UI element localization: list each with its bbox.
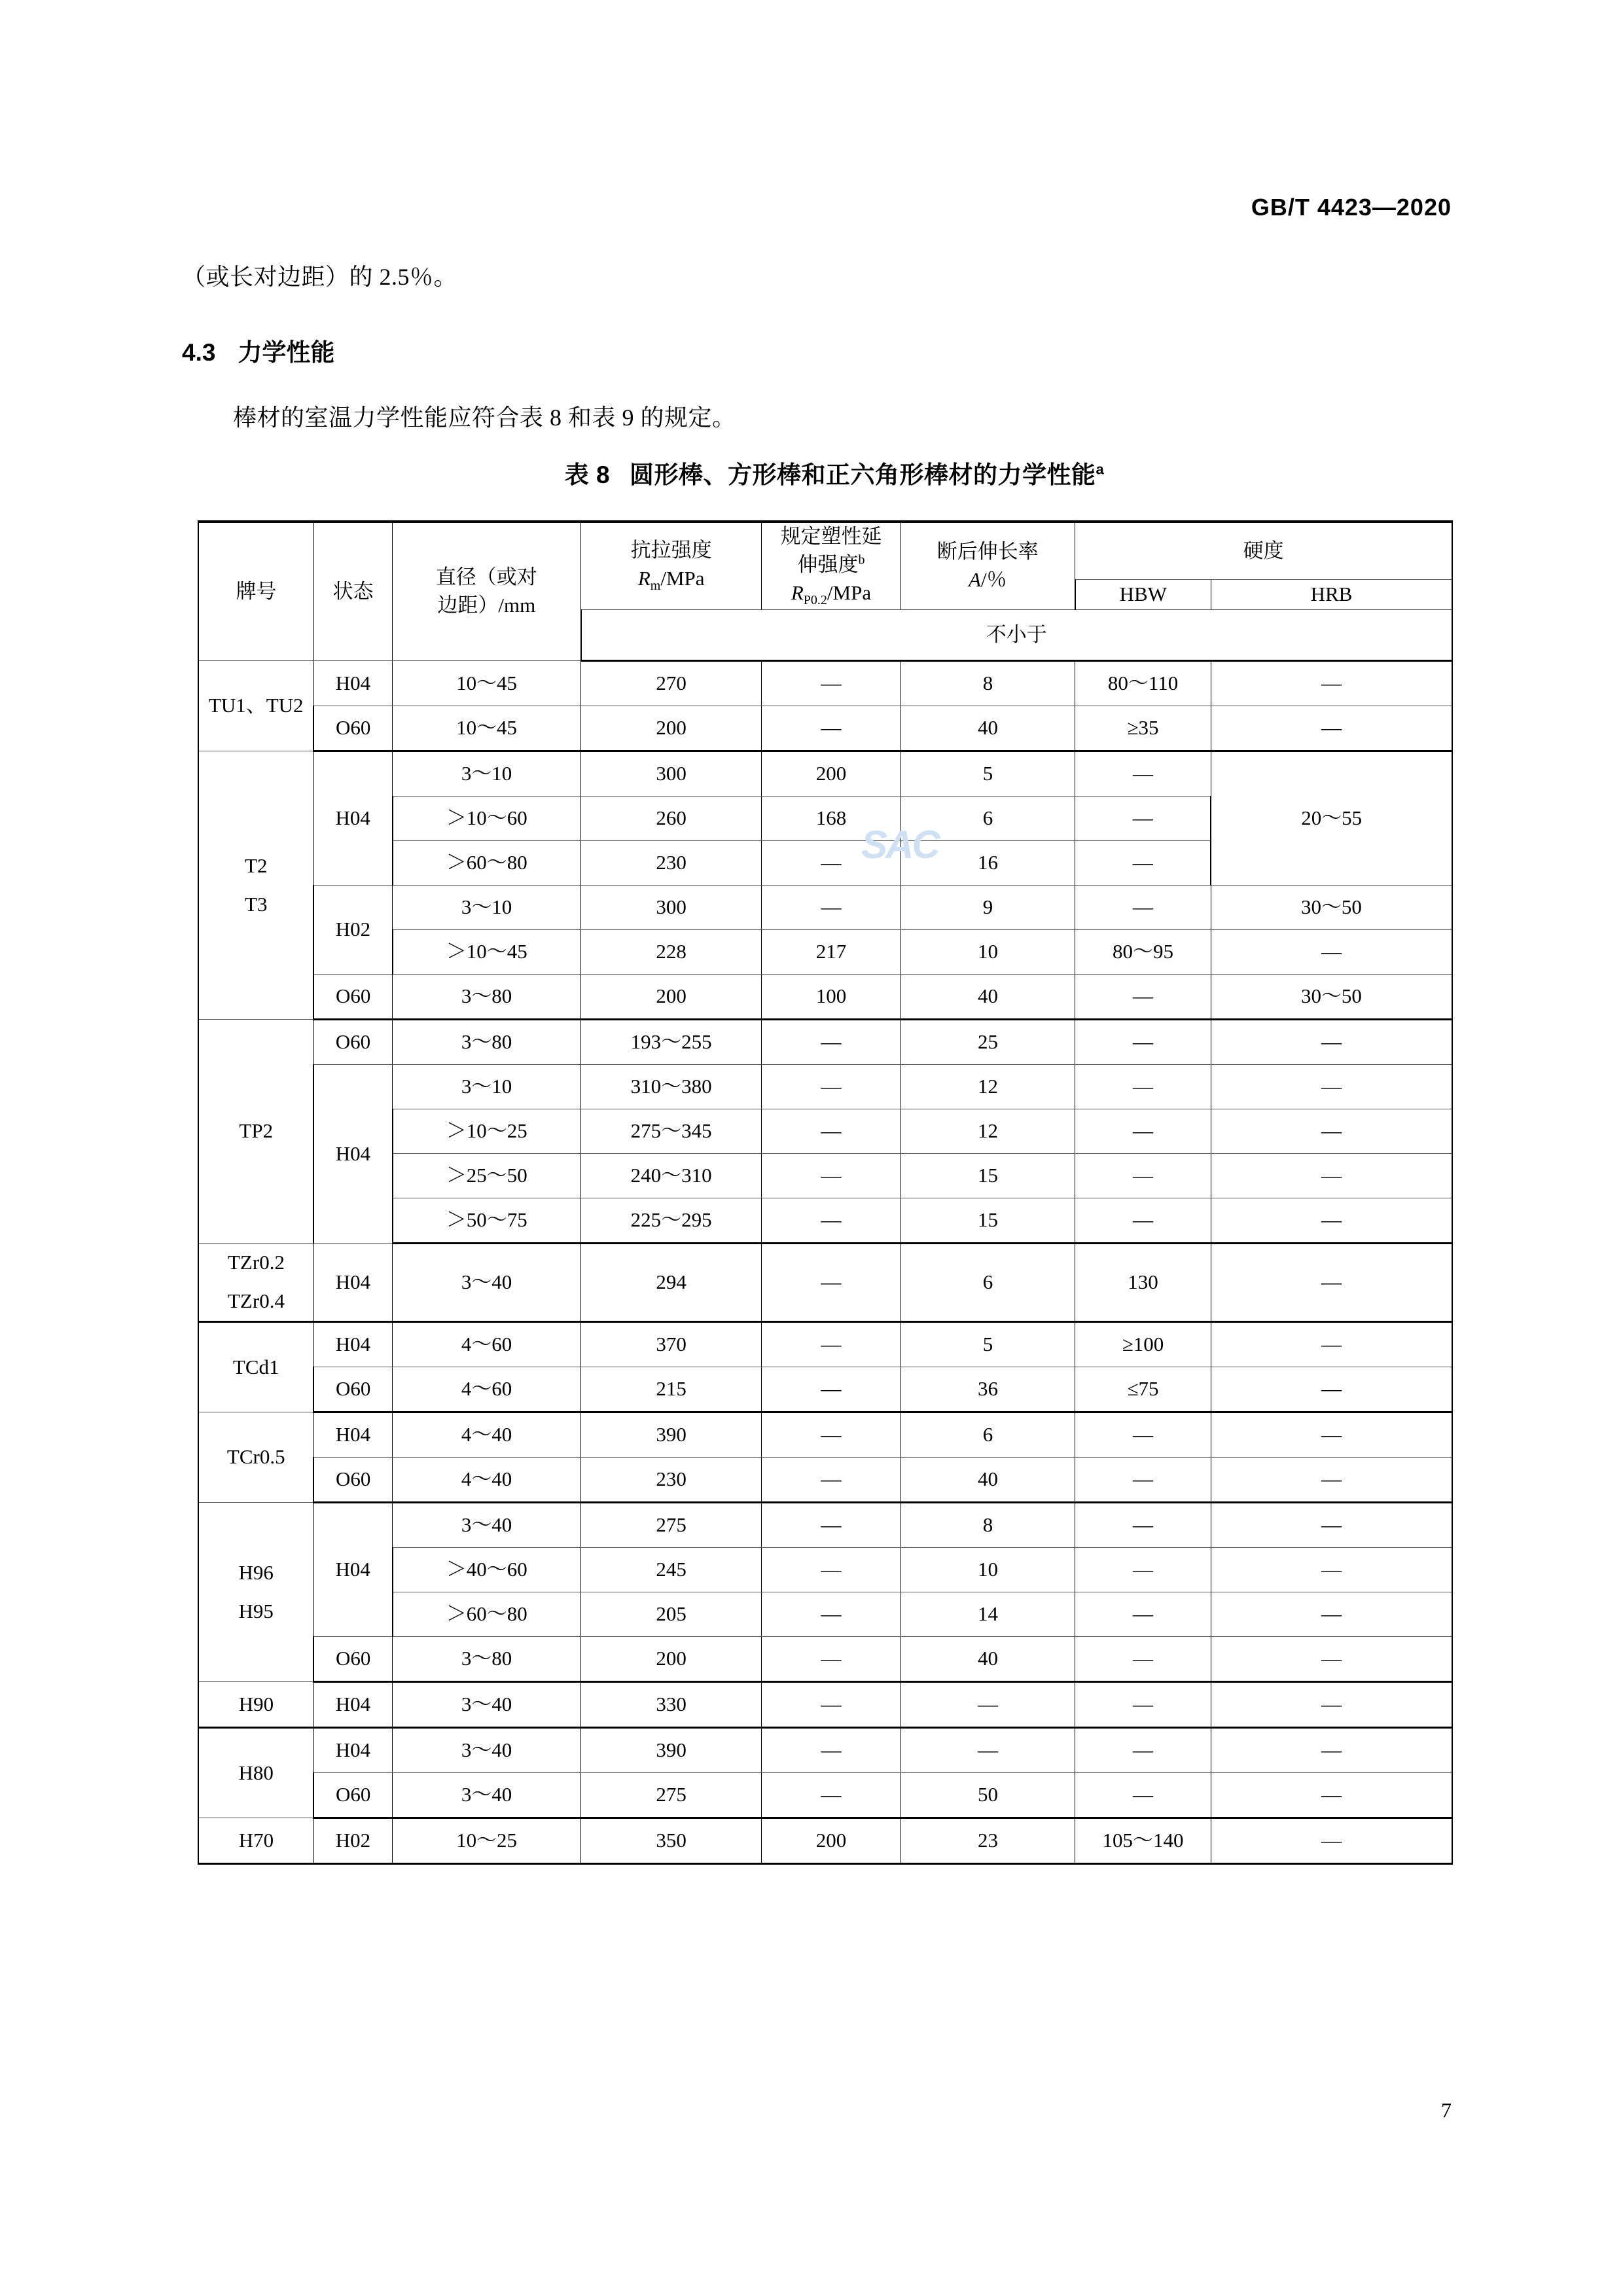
cell-state: O60 <box>313 1367 392 1412</box>
clause-heading <box>182 332 334 368</box>
cell-tensile-strength: 350 <box>581 1818 762 1864</box>
cell-diameter: 4～60 <box>393 1322 581 1367</box>
cell-hbw: — <box>1075 751 1211 797</box>
cell-elongation: 15 <box>901 1198 1075 1244</box>
clause-title: 力学性能 <box>238 339 335 366</box>
cell-hbw: — <box>1075 1020 1211 1065</box>
cell-hbw: — <box>1075 1592 1211 1637</box>
cell-elongation: 36 <box>901 1367 1075 1412</box>
th-elong-line1: 断后伸长率 <box>936 540 1039 564</box>
table-row <box>198 1818 1452 1864</box>
clause-number: 4.3 <box>182 339 216 366</box>
cell-hrb: — <box>1211 1198 1452 1244</box>
cell-diameter: 3～40 <box>393 1728 581 1773</box>
cell-state: O60 <box>313 1020 392 1065</box>
cell-tensile-strength: 230 <box>581 1458 762 1503</box>
cell-tensile-strength: 225～295 <box>581 1198 762 1244</box>
table-header <box>198 522 1452 661</box>
cell-hbw: 80～95 <box>1075 930 1211 975</box>
cell-tensile-strength: 245 <box>581 1548 762 1592</box>
cell-diameter: 3～80 <box>393 1637 581 1682</box>
cell-hbw: — <box>1075 1458 1211 1503</box>
cell-hbw: — <box>1075 1503 1211 1548</box>
cell-hbw: — <box>1075 797 1211 841</box>
th-hbw: HBW <box>1075 580 1211 610</box>
th-hardness: 硬度 <box>1075 522 1452 580</box>
cell-hrb: — <box>1211 661 1452 706</box>
cell-elongation: 23 <box>901 1818 1075 1864</box>
cell-hbw: — <box>1075 1637 1211 1682</box>
th-tensile-subscript: m <box>650 579 661 594</box>
cell-elongation: 9 <box>901 886 1075 930</box>
cell-hrb: — <box>1211 1244 1452 1322</box>
cell-hrb: — <box>1211 1412 1452 1458</box>
cell-yield-strength: — <box>762 1154 901 1198</box>
cell-yield-strength: — <box>762 1773 901 1818</box>
cell-elongation: 12 <box>901 1109 1075 1154</box>
table-row <box>198 1367 1452 1412</box>
cell-yield-strength: — <box>762 661 901 706</box>
cell-yield-strength: 217 <box>762 930 901 975</box>
cell-hrb: — <box>1211 1637 1452 1682</box>
cell-grade: TZr0.2 TZr0.4 <box>198 1244 313 1322</box>
cell-state: H04 <box>313 1065 392 1244</box>
cell-tensile-strength: 205 <box>581 1592 762 1637</box>
cell-state: O60 <box>313 1637 392 1682</box>
cell-hrb: — <box>1211 1065 1452 1109</box>
cell-hbw: 130 <box>1075 1244 1211 1322</box>
cell-tensile-strength: 260 <box>581 797 762 841</box>
cell-diameter: 3～40 <box>393 1682 581 1728</box>
th-tensile-strength <box>581 522 762 610</box>
cell-yield-strength: — <box>762 1198 901 1244</box>
cell-hbw: — <box>1075 1109 1211 1154</box>
cell-hrb: 30～50 <box>1211 886 1452 930</box>
cell-tensile-strength: 275～345 <box>581 1109 762 1154</box>
th-tensile-line1: 抗拉强度 <box>630 539 712 562</box>
cell-tensile-strength: 370 <box>581 1322 762 1367</box>
cell-diameter: ＞40～60 <box>393 1548 581 1592</box>
table-row <box>198 661 1452 706</box>
cell-diameter: 10～45 <box>393 661 581 706</box>
cell-yield-strength: — <box>762 1637 901 1682</box>
th-yield-line2 <box>762 551 900 579</box>
cell-diameter: ＞60～80 <box>393 841 581 886</box>
cell-tensile-strength: 230 <box>581 841 762 886</box>
cell-elongation: 5 <box>901 1322 1075 1367</box>
table-row <box>198 1637 1452 1682</box>
cell-elongation: 40 <box>901 1637 1075 1682</box>
cell-state: H02 <box>313 886 392 975</box>
cell-diameter: 3～80 <box>393 1020 581 1065</box>
cell-hbw: — <box>1075 1728 1211 1773</box>
cell-diameter: 10～25 <box>393 1818 581 1864</box>
cell-state: H04 <box>313 661 392 706</box>
cell-grade: T2 T3 <box>198 751 313 1020</box>
table-body <box>198 661 1452 1864</box>
th-diameter-line2: 边距）/mm <box>437 594 536 617</box>
table-row <box>198 1773 1452 1818</box>
th-elong-line2 <box>901 566 1075 594</box>
cell-yield-strength: — <box>762 841 901 886</box>
cell-tensile-strength: 300 <box>581 886 762 930</box>
cell-yield-strength: — <box>762 1682 901 1728</box>
cell-hbw: ≥35 <box>1075 706 1211 751</box>
cell-state: H04 <box>313 1412 392 1458</box>
cell-hbw: — <box>1075 1065 1211 1109</box>
cell-state: H02 <box>313 1818 392 1864</box>
cell-hbw: ≥100 <box>1075 1322 1211 1367</box>
th-yield-symbol: R <box>791 581 804 604</box>
th-not-less-than: 不小于 <box>581 610 1452 661</box>
mechanical-properties-table <box>198 520 1453 1865</box>
cell-elongation: 6 <box>901 1412 1075 1458</box>
th-elongation <box>901 522 1075 610</box>
table-row <box>198 975 1452 1020</box>
cell-tensile-strength: 215 <box>581 1367 762 1412</box>
cell-hrb: 20～55 <box>1211 751 1452 886</box>
cell-yield-strength: — <box>762 1548 901 1592</box>
cell-hrb: — <box>1211 930 1452 975</box>
cell-yield-strength: — <box>762 1503 901 1548</box>
cell-hbw: 80～110 <box>1075 661 1211 706</box>
cell-grade: TCd1 <box>198 1322 313 1412</box>
cell-yield-strength: — <box>762 1065 901 1109</box>
table-caption <box>23 455 1623 490</box>
cell-elongation: 6 <box>901 797 1075 841</box>
th-diameter-line1: 直径（或对 <box>435 565 537 589</box>
cell-hbw: — <box>1075 975 1211 1020</box>
cell-hrb: — <box>1211 1109 1452 1154</box>
clause-paragraph: 棒材的室温力学性能应符合表 8 和表 9 的规定。 <box>233 404 736 431</box>
cell-tensile-strength: 310～380 <box>581 1065 762 1109</box>
cell-elongation: 10 <box>901 1548 1075 1592</box>
cell-diameter: ＞60～80 <box>393 1592 581 1637</box>
table-row <box>198 1458 1452 1503</box>
th-tensile-line2 <box>581 565 761 596</box>
cell-yield-strength: — <box>762 1020 901 1065</box>
cell-tensile-strength: 200 <box>581 975 762 1020</box>
sac-watermark: SAC <box>861 823 938 867</box>
cell-diameter: 10～45 <box>393 706 581 751</box>
cell-tensile-strength: 390 <box>581 1728 762 1773</box>
table-row <box>198 1412 1452 1458</box>
th-grade: 牌号 <box>198 522 313 661</box>
mechanical-properties-table-wrapper <box>198 520 1453 1865</box>
cell-hrb: — <box>1211 1818 1452 1864</box>
cell-yield-strength: — <box>762 1322 901 1367</box>
cell-elongation: 6 <box>901 1244 1075 1322</box>
cell-grade: H80 <box>198 1728 313 1818</box>
cell-state: H04 <box>313 1503 392 1637</box>
cell-grade: H90 <box>198 1682 313 1728</box>
cell-grade: TP2 <box>198 1020 313 1244</box>
cell-elongation: 50 <box>901 1773 1075 1818</box>
cell-hrb: — <box>1211 1503 1452 1548</box>
cell-state: H04 <box>313 1244 392 1322</box>
cell-yield-strength: — <box>762 1109 901 1154</box>
cell-tensile-strength: 390 <box>581 1412 762 1458</box>
cell-hrb: — <box>1211 1592 1452 1637</box>
cell-hrb: — <box>1211 706 1452 751</box>
cell-elongation: 10 <box>901 930 1075 975</box>
table-row <box>198 1503 1452 1548</box>
th-yield-strength <box>762 522 901 610</box>
cell-diameter: 4～40 <box>393 1458 581 1503</box>
cell-tensile-strength: 300 <box>581 751 762 797</box>
table-row <box>198 1682 1452 1728</box>
table-label: 表 8 <box>564 461 611 488</box>
table-row <box>198 751 1452 797</box>
table-row <box>198 706 1452 751</box>
cell-hbw: ≤75 <box>1075 1367 1211 1412</box>
header-row-1 <box>198 522 1452 580</box>
cell-grade: H96 H95 <box>198 1503 313 1682</box>
th-yield-subscript: P0.2 <box>803 592 827 607</box>
cell-diameter: ＞10～60 <box>393 797 581 841</box>
cell-hbw: 105～140 <box>1075 1818 1211 1864</box>
running-header-standard-id: GB/T 4423—2020 <box>1251 194 1452 221</box>
cell-state: O60 <box>313 1458 392 1503</box>
cell-elongation: 40 <box>901 706 1075 751</box>
cell-tensile-strength: 330 <box>581 1682 762 1728</box>
cell-tensile-strength: 200 <box>581 1637 762 1682</box>
cell-hbw: — <box>1075 1548 1211 1592</box>
th-tensile-unit: /MPa <box>660 567 705 590</box>
cell-hrb: — <box>1211 1682 1452 1728</box>
cell-state: H04 <box>313 1728 392 1773</box>
cell-tensile-strength: 193～255 <box>581 1020 762 1065</box>
cell-grade: H70 <box>198 1818 313 1864</box>
cell-grade: TCr0.5 <box>198 1412 313 1503</box>
cell-yield-strength: — <box>762 1728 901 1773</box>
cell-diameter: 3～10 <box>393 751 581 797</box>
cell-elongation: 25 <box>901 1020 1075 1065</box>
cell-diameter: ＞10～25 <box>393 1109 581 1154</box>
cell-yield-strength: — <box>762 1592 901 1637</box>
table-caption-text: 圆形棒、方形棒和正六角形棒材的力学性能 <box>630 461 1096 488</box>
cell-elongation: — <box>901 1682 1075 1728</box>
cell-tensile-strength: 240～310 <box>581 1154 762 1198</box>
cell-hrb: — <box>1211 1154 1452 1198</box>
cell-diameter: 4～40 <box>393 1412 581 1458</box>
table-row <box>198 1020 1452 1065</box>
cell-yield-strength: — <box>762 886 901 930</box>
cell-yield-strength: — <box>762 1412 901 1458</box>
cell-yield-strength: — <box>762 1367 901 1412</box>
cell-hbw: — <box>1075 1682 1211 1728</box>
cell-hrb: — <box>1211 1548 1452 1592</box>
cell-tensile-strength: 228 <box>581 930 762 975</box>
table-row <box>198 1244 1452 1322</box>
cell-elongation: 8 <box>901 1503 1075 1548</box>
cell-hrb: — <box>1211 1728 1452 1773</box>
cell-yield-strength: 168 <box>762 797 901 841</box>
continued-paragraph: （或长对边距）的 2.5％。 <box>182 264 458 290</box>
cell-grade: TU1、TU2 <box>198 661 313 751</box>
cell-hrb: — <box>1211 1322 1452 1367</box>
cell-yield-strength: 100 <box>762 975 901 1020</box>
cell-yield-strength: 200 <box>762 751 901 797</box>
th-yield-line2-text: 伸强度 <box>797 552 859 576</box>
cell-state: O60 <box>313 706 392 751</box>
cell-yield-strength: 200 <box>762 1818 901 1864</box>
th-yield-footnote-marker: b <box>858 552 865 567</box>
cell-diameter: 3～40 <box>393 1244 581 1322</box>
cell-tensile-strength: 275 <box>581 1773 762 1818</box>
cell-diameter: ＞25～50 <box>393 1154 581 1198</box>
cell-yield-strength: — <box>762 706 901 751</box>
cell-elongation: 40 <box>901 1458 1075 1503</box>
cell-tensile-strength: 200 <box>581 706 762 751</box>
cell-state: H04 <box>313 1322 392 1367</box>
cell-tensile-strength: 294 <box>581 1244 762 1322</box>
page-number: 7 <box>1441 2098 1452 2122</box>
table-row <box>198 1065 1452 1109</box>
cell-diameter: ＞10～45 <box>393 930 581 975</box>
cell-diameter: 3～80 <box>393 975 581 1020</box>
cell-hrb: — <box>1211 1458 1452 1503</box>
table-row <box>198 886 1452 930</box>
cell-diameter: ＞50～75 <box>393 1198 581 1244</box>
cell-diameter: 3～10 <box>393 886 581 930</box>
cell-state: H04 <box>313 751 392 886</box>
cell-hbw: — <box>1075 1154 1211 1198</box>
th-hrb: HRB <box>1211 580 1452 610</box>
cell-elongation: 15 <box>901 1154 1075 1198</box>
cell-diameter: 3～10 <box>393 1065 581 1109</box>
cell-hrb: 30～50 <box>1211 975 1452 1020</box>
cell-diameter: 3～40 <box>393 1503 581 1548</box>
cell-yield-strength: — <box>762 1244 901 1322</box>
table-row <box>198 1322 1452 1367</box>
cell-elongation: 40 <box>901 975 1075 1020</box>
cell-hbw: — <box>1075 1412 1211 1458</box>
cell-diameter: 4～60 <box>393 1367 581 1412</box>
cell-elongation: 8 <box>901 661 1075 706</box>
cell-yield-strength: — <box>762 1458 901 1503</box>
th-diameter <box>393 522 581 661</box>
cell-hrb: — <box>1211 1020 1452 1065</box>
th-yield-unit: /MPa <box>827 581 872 604</box>
cell-hbw: — <box>1075 841 1211 886</box>
th-yield-line3 <box>762 579 900 610</box>
cell-state: O60 <box>313 975 392 1020</box>
cell-state: O60 <box>313 1773 392 1818</box>
cell-hbw: — <box>1075 1198 1211 1244</box>
cell-hbw: — <box>1075 1773 1211 1818</box>
table-row <box>198 1728 1452 1773</box>
cell-elongation: 14 <box>901 1592 1075 1637</box>
cell-elongation: 5 <box>901 751 1075 797</box>
cell-diameter: 3～40 <box>393 1773 581 1818</box>
th-elong-symbol: A <box>968 568 981 592</box>
th-yield-line1: 规定塑性延 <box>780 525 882 548</box>
table-caption-footnote-marker: a <box>1096 461 1105 478</box>
th-elong-unit: /％ <box>980 568 1007 592</box>
cell-elongation: 12 <box>901 1065 1075 1109</box>
cell-tensile-strength: 270 <box>581 661 762 706</box>
th-tensile-symbol: R <box>637 567 651 590</box>
cell-state: H04 <box>313 1682 392 1728</box>
cell-elongation: 16 <box>901 841 1075 886</box>
cell-hbw: — <box>1075 886 1211 930</box>
cell-hrb: — <box>1211 1367 1452 1412</box>
cell-tensile-strength: 275 <box>581 1503 762 1548</box>
cell-elongation: — <box>901 1728 1075 1773</box>
cell-hrb: — <box>1211 1773 1452 1818</box>
th-state: 状态 <box>313 522 392 661</box>
